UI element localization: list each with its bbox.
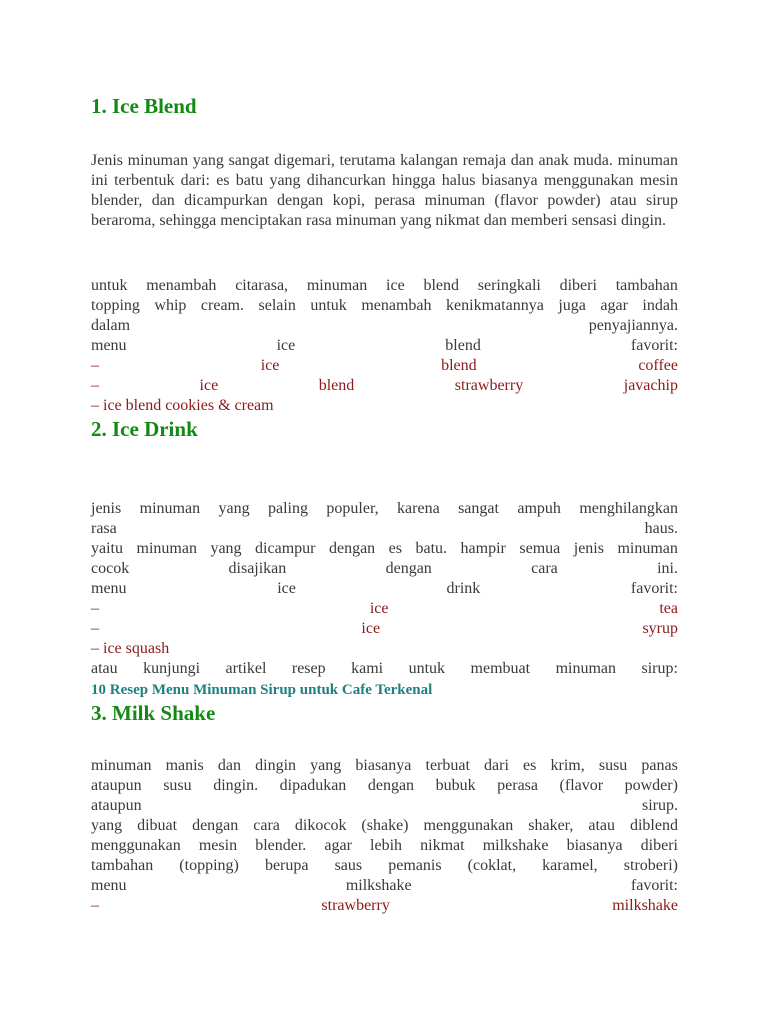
word: cocok [91, 560, 130, 577]
word: perasa [497, 777, 538, 794]
word: ice [276, 337, 296, 354]
word: untuk [91, 277, 128, 294]
word: cara [531, 560, 558, 577]
word: javachip [623, 377, 678, 394]
word: citarasa, [235, 277, 289, 294]
word: biasanya [566, 837, 623, 854]
word: susu [163, 777, 192, 794]
word: – [91, 897, 99, 914]
word: ataupun [91, 777, 142, 794]
word: blender. [255, 837, 307, 854]
word: diblend [629, 817, 678, 834]
word: dengan [367, 777, 415, 794]
word: yang [218, 500, 250, 517]
word: lebih [370, 837, 403, 854]
ice-drink-text-line [91, 539, 678, 559]
word: tambahan [615, 277, 678, 294]
word: favorit: [630, 580, 678, 597]
word: ice [199, 377, 219, 394]
ice-drink-text-line [91, 559, 678, 579]
word: minuman [139, 500, 201, 517]
word: (topping) [179, 857, 239, 874]
word: stroberi) [623, 857, 678, 874]
word: minuman [617, 540, 678, 557]
word: dengan [192, 817, 239, 834]
word: dalam [91, 317, 131, 334]
word: milkshake [612, 897, 678, 914]
word: cream. [200, 297, 244, 314]
word: sirup. [642, 797, 678, 814]
word: dari [484, 757, 509, 774]
section-heading-ice-blend: 1. Ice Blend [91, 94, 197, 118]
word: coffee [638, 357, 678, 374]
ice-drink-menu-item [91, 599, 678, 619]
word: blend [441, 357, 477, 374]
word: atau [91, 660, 118, 677]
word: yang [91, 817, 123, 834]
word: dingin [255, 757, 297, 774]
word: berupa [264, 857, 309, 874]
word: menghilangkan [579, 500, 678, 517]
word: penyajiannya. [588, 317, 678, 334]
ice-drink-visit-line [91, 659, 678, 679]
word: batu. [415, 540, 448, 557]
word: seringkali [477, 277, 541, 294]
word: – [91, 620, 99, 637]
word: populer, [326, 500, 379, 517]
ice-drink-text-line [91, 519, 678, 539]
word: strawberry [454, 377, 524, 394]
word: tea [659, 600, 678, 617]
word: dengan [328, 540, 376, 557]
word: panas [641, 757, 678, 774]
word: agar [600, 297, 628, 314]
word: agar [324, 837, 352, 854]
word: powder) [624, 777, 678, 794]
section-heading-milk-shake: 3. Milk Shake [91, 701, 216, 725]
word: blend [445, 337, 481, 354]
word: dikocok [294, 817, 347, 834]
ice-blend-description: Jenis minuman yang sangat digemari, terutama kalangan remaja dan anak muda. minuman ini terbentuk dari: es batu yang dihancurkan hingga halus biasanya menggunakan mesin blender, dan dicampurkan dengan kopi, perasa minuman (flavor powder) atau sirup beraroma, sehingga menciptakan rasa minuman yang nikmat dan memberi sensasi dingin. [91, 152, 678, 229]
word: pemanis [388, 857, 442, 874]
word: hampir [460, 540, 506, 557]
milk-shake-menu-item [91, 896, 678, 916]
word: menggunakan [91, 837, 181, 854]
ice-drink-menu-label [91, 579, 678, 599]
ice-blend-para2-line [91, 316, 678, 336]
word: krim, [550, 757, 585, 774]
word: ini. [657, 560, 678, 577]
word: dipadukan [279, 777, 347, 794]
word: sangat [458, 500, 499, 517]
word: menggunakan [423, 817, 514, 834]
word: ice [386, 277, 405, 294]
word: juga [558, 297, 586, 314]
ice-blend-menu-label [91, 336, 678, 356]
word: es [388, 540, 402, 557]
word: nikmat [420, 837, 465, 854]
word: ice [260, 357, 280, 374]
word: menambah [361, 297, 432, 314]
word: topping [91, 297, 140, 314]
word: karena [397, 500, 440, 517]
word: karamel, [542, 857, 598, 874]
word: diberi [559, 277, 597, 294]
menu-item-text: – ice squash [91, 640, 170, 657]
word: minuman [91, 757, 152, 774]
word: dicampur [255, 540, 316, 557]
syrup-recipe-link[interactable]: 10 Resep Menu Minuman Sirup untuk Cafe Terkenal [91, 682, 433, 698]
word: untuk [408, 660, 446, 677]
word: whip [154, 297, 187, 314]
word: dan [217, 757, 242, 774]
word: ice [361, 620, 381, 637]
word: mesin [198, 837, 238, 854]
word: ataupun [91, 797, 142, 814]
word: (flavor [559, 777, 604, 794]
milk-shake-text-line [91, 756, 678, 776]
milk-shake-menu-label [91, 876, 678, 896]
word: terbuat [425, 757, 470, 774]
word: haus. [644, 520, 678, 537]
word: biasanya [355, 757, 412, 774]
word: atau [588, 817, 615, 834]
word: drink [446, 580, 481, 597]
word: susu [598, 757, 628, 774]
word: milkshake [345, 877, 412, 894]
word: saus [334, 857, 363, 874]
word: membuat [470, 660, 531, 677]
word: – [91, 600, 99, 617]
word: blend [318, 377, 355, 394]
ice-blend-menu-item [91, 376, 678, 396]
word: ampuh [517, 500, 561, 517]
word: jenis [573, 540, 604, 557]
word: untuk [310, 297, 347, 314]
word: yaitu [91, 540, 123, 557]
word: bubuk [435, 777, 476, 794]
milk-shake-text-line [91, 776, 678, 796]
ice-blend-para2-line [91, 276, 678, 296]
word: minuman [136, 540, 197, 557]
word: es [523, 757, 537, 774]
word: diberi [640, 837, 678, 854]
word: cara [253, 817, 280, 834]
milk-shake-text-line [91, 816, 678, 836]
word: – [91, 357, 99, 374]
word: menambah [146, 277, 217, 294]
word: kunjungi [143, 660, 201, 677]
word: (coklat, [467, 857, 517, 874]
word: tambahan [91, 857, 154, 874]
word: shaker, [528, 817, 574, 834]
word: kenikmatannya [446, 297, 544, 314]
ice-blend-menu-item [91, 356, 678, 376]
word: minuman [555, 660, 617, 677]
word: indah [642, 297, 678, 314]
ice-blend-para2-line [91, 296, 678, 316]
word: ice [369, 600, 389, 617]
word: milkshake [482, 837, 549, 854]
word: jenis [91, 500, 122, 517]
word: semua [519, 540, 561, 557]
word: rasa [91, 520, 117, 537]
word: disajikan [228, 560, 287, 577]
section-heading-ice-drink: 2. Ice Drink [91, 417, 198, 441]
word: yang [210, 540, 242, 557]
milk-shake-text-line [91, 856, 678, 876]
word: (shake) [361, 817, 409, 834]
word: menu [91, 337, 127, 354]
word: menu [91, 877, 127, 894]
word: strawberry [321, 897, 390, 914]
milk-shake-text-line [91, 796, 678, 816]
word: minuman [306, 277, 368, 294]
word: syrup [642, 620, 678, 637]
milk-shake-text-line [91, 836, 678, 856]
word: sirup: [641, 660, 678, 677]
word: favorit: [630, 337, 678, 354]
ice-blend-menu-item [91, 396, 678, 416]
menu-item-text: – ice blend cookies & cream [91, 397, 274, 414]
word: paling [267, 500, 308, 517]
word: dingin. [213, 777, 259, 794]
word: menu [91, 580, 127, 597]
word: dengan [385, 560, 432, 577]
word: artikel [225, 660, 267, 677]
word: – [91, 377, 99, 394]
word: kami [351, 660, 384, 677]
ice-drink-text-line [91, 499, 678, 519]
word: selain [258, 297, 296, 314]
ice-drink-menu-item [91, 639, 678, 659]
word: manis [165, 757, 204, 774]
word: ice [277, 580, 296, 597]
word: yang [310, 757, 342, 774]
word: resep [291, 660, 326, 677]
word: favorit: [630, 877, 678, 894]
word: blend [423, 277, 459, 294]
ice-drink-menu-item [91, 619, 678, 639]
word: dibuat [137, 817, 178, 834]
